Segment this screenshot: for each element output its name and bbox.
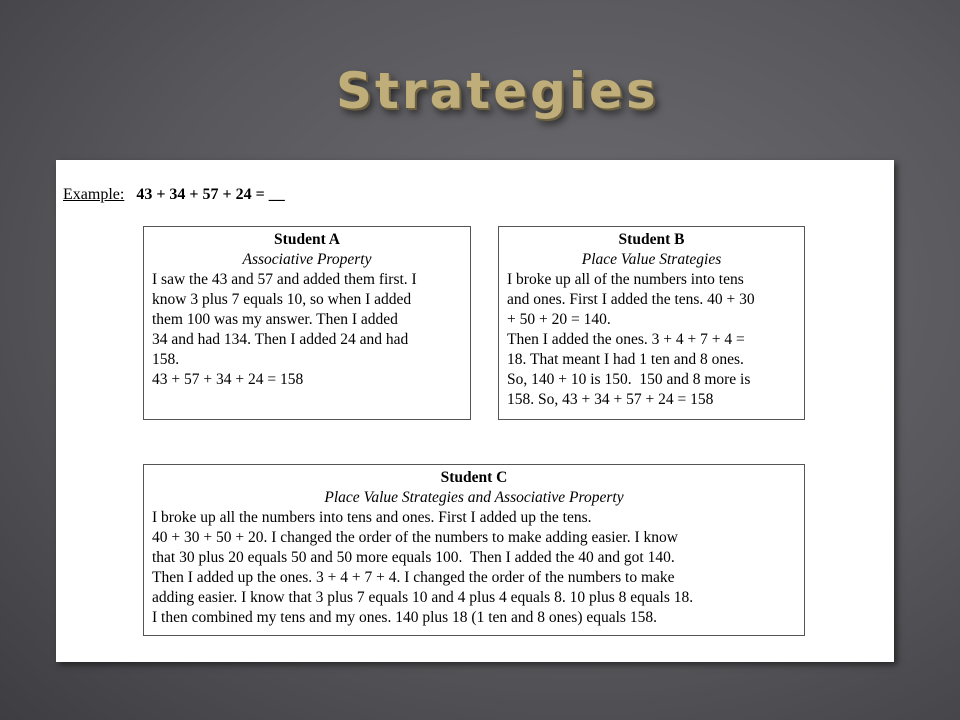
explanation-line: + 50 + 20 = 140. [507, 311, 611, 328]
student-strategy: Place Value Strategies and Associative Property [324, 489, 624, 506]
explanation-line: I broke up all the numbers into tens and ones. First I added up the tens. [152, 509, 592, 526]
explanation-line: 34 and had 134. Then I added 24 and had [152, 331, 409, 348]
explanation-line: 158. [152, 351, 180, 368]
student-a-box [143, 226, 471, 420]
worksheet-image [56, 160, 894, 662]
explanation-line: adding easier. I know that 3 plus 7 equals 10 and 4 plus 4 equals 8. 10 plus 8 equals 18. [152, 589, 694, 606]
student-name: Student A [274, 231, 340, 248]
explanation-line: 40 + 30 + 50 + 20. I changed the order of the numbers to make adding easier. I know [152, 529, 678, 546]
explanation-line: I broke up all of the numbers into tens [507, 271, 744, 288]
explanation-line: 158. So, 43 + 34 + 57 + 24 = 158 [507, 391, 714, 408]
explanation-line: them 100 was my answer. Then I added [152, 311, 398, 328]
explanation-line: that 30 plus 20 equals 50 and 50 more equals 100. Then I added the 40 and got 140. [152, 549, 675, 566]
example-label: Example: [63, 186, 125, 203]
explanation-line: Then I added the ones. 3 + 4 + 7 + 4 = [507, 331, 745, 348]
explanation-line: 43 + 57 + 34 + 24 = 158 [152, 371, 304, 388]
explanation-line: I then combined my tens and my ones. 140 plus 18 (1 ten and 8 ones) equals 158. [152, 609, 657, 626]
student-name: Student C [440, 469, 508, 486]
explanation-line: I saw the 43 and 57 and added them first. I [152, 271, 417, 288]
student-c-box [143, 464, 805, 636]
student-name: Student B [618, 231, 685, 248]
example-equation: 43 + 34 + 57 + 24 = __ [136, 186, 285, 203]
student-strategy: Associative Property [242, 251, 372, 268]
explanation-line: Then I added up the ones. 3 + 4 + 7 + 4. I changed the order of the numbers to make [152, 569, 675, 586]
explanation-line: know 3 plus 7 equals 10, so when I added [152, 291, 412, 308]
student-strategy: Place Value Strategies [581, 251, 722, 268]
explanation-line: So, 140 + 10 is 150. 150 and 8 more is [507, 371, 751, 388]
explanation-line: 18. That meant I had 1 ten and 8 ones. [507, 351, 744, 368]
example-line [63, 186, 285, 204]
explanation-line: and ones. First I added the tens. 40 + 30 [507, 291, 755, 308]
student-b-box [498, 226, 805, 420]
slide-title: Strategies [336, 62, 659, 120]
